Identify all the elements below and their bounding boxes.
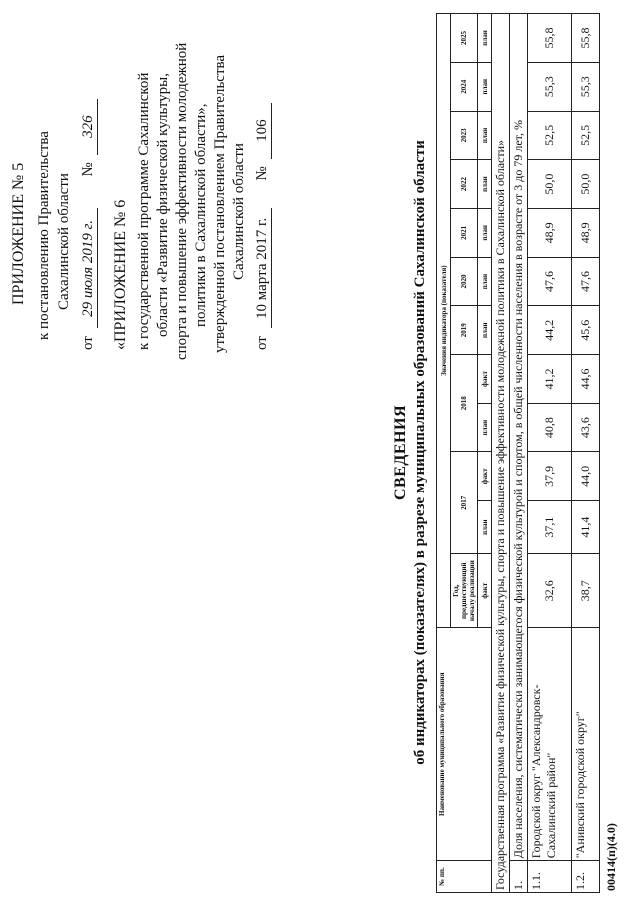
row-value: 55,8 xyxy=(572,14,600,63)
appendix-5-heading: ПРИЛОЖЕНИЕ № 5 xyxy=(10,162,27,305)
head-year-2022: 2022 xyxy=(451,160,478,209)
row-value: 44,6 xyxy=(572,355,600,404)
head-year-2020: 2020 xyxy=(451,257,478,306)
row-value: 50,0 xyxy=(572,160,600,209)
row-value: 47,6 xyxy=(528,257,572,306)
row-value: 45,6 xyxy=(572,306,600,355)
row-value: 52,5 xyxy=(572,111,600,160)
head-year-2024: 2024 xyxy=(451,62,478,111)
head-base-year: Год, предшествующий началу реализации xyxy=(451,554,478,628)
row-value: 55,3 xyxy=(528,62,572,111)
program-line-2: области «Развитие физической культуры, xyxy=(155,72,171,337)
indicator-text: Доля населения, систематически занимающегося физической культурой и спортом, в общей численности населения в возрасте от 3 до 79 лет, % xyxy=(510,14,528,861)
from-label: от xyxy=(80,336,96,350)
row-value: 41,2 xyxy=(528,355,572,404)
head-year-2021: 2021 xyxy=(451,208,478,257)
row-municipality: Городской округ "Александровск-Сахалинский район" xyxy=(528,628,572,861)
row-value: 44,0 xyxy=(572,452,600,501)
resolution-date: 29 июля 2019 г. xyxy=(80,208,98,328)
head-values-group: Значения индикатора (показателя) xyxy=(437,14,451,628)
program-row: Государственная программа «Развитие физической культуры, спорта и повышение эффективности молодежной политики в Сахалинской области» xyxy=(492,14,510,893)
approved-date: 10 марта 2017 г. xyxy=(254,208,272,328)
document-title: СВЕДЕНИЯ xyxy=(392,404,409,501)
number-label: № xyxy=(80,162,96,177)
row-value: 41,4 xyxy=(572,501,600,554)
head-plan: план xyxy=(478,160,492,209)
head-number: № пп. xyxy=(437,861,492,893)
head-plan: план xyxy=(478,62,492,111)
row-value: 47,6 xyxy=(572,257,600,306)
head-plan: план xyxy=(478,14,492,63)
resolution-number: 326 xyxy=(80,99,98,155)
program-line-6: Сахалинской области xyxy=(231,143,247,280)
head-plan: план xyxy=(478,111,492,160)
head-year-2017: 2017 xyxy=(451,452,478,554)
head-fact: факт xyxy=(478,355,492,404)
row-value: 48,9 xyxy=(528,208,572,257)
document-subtitle: об индикаторах (показателях) в разрезе муниципальных образований Сахалинской области xyxy=(412,140,428,765)
head-fact: факт xyxy=(478,452,492,501)
approved-from-label: от xyxy=(254,336,270,350)
program-line-1: к государственной программе Сахалинской xyxy=(136,72,152,350)
row-value: 40,8 xyxy=(528,403,572,452)
row-value: 37,9 xyxy=(528,452,572,501)
row-value: 43,6 xyxy=(572,403,600,452)
resolution-line-2: Сахалинской области xyxy=(56,173,72,310)
program-line-3: спорта и повышение эффективности молодежной xyxy=(174,42,190,360)
row-value: 55,8 xyxy=(528,14,572,63)
row-value: 37,1 xyxy=(528,501,572,554)
row-value: 44,2 xyxy=(528,306,572,355)
approved-date-line xyxy=(254,103,272,350)
row-value: 48,9 xyxy=(572,208,600,257)
footer-code: 00414(п)(4.0) xyxy=(604,823,618,891)
row-number: 1.1. xyxy=(528,861,572,893)
resolution-date-line xyxy=(80,99,98,350)
head-year-2023: 2023 xyxy=(451,111,478,160)
program-line-5: утвержденной постановлением Правительства xyxy=(212,54,228,353)
head-year-2025: 2025 xyxy=(451,14,478,63)
indicators-table xyxy=(436,13,600,893)
row-value: 55,3 xyxy=(572,62,600,111)
row-number: 1.2. xyxy=(572,861,600,893)
appendix-6-heading: «ПРИЛОЖЕНИЕ № 6 xyxy=(112,199,129,350)
head-year-2019: 2019 xyxy=(451,306,478,355)
row-base-value: 32,6 xyxy=(528,554,572,628)
head-fact: факт xyxy=(478,554,492,628)
program-line-4: политики в Сахалинской области», xyxy=(193,103,209,327)
row-value: 50,0 xyxy=(528,160,572,209)
row-base-value: 38,7 xyxy=(572,554,600,628)
resolution-line-1: к постановлению Правительства xyxy=(36,131,52,340)
head-year-2018: 2018 xyxy=(451,355,478,452)
head-municipality: Наименование муниципального образования xyxy=(437,628,492,861)
head-plan: план xyxy=(478,306,492,355)
head-plan: план xyxy=(478,208,492,257)
head-plan: план xyxy=(478,403,492,452)
row-value: 52,5 xyxy=(528,111,572,160)
approved-number: 106 xyxy=(254,103,272,159)
head-plan: план xyxy=(478,257,492,306)
row-municipality: "Анивский городской округ" xyxy=(572,628,600,861)
indicator-number: 1. xyxy=(510,861,528,893)
approved-number-label: № xyxy=(254,166,270,181)
head-plan: план xyxy=(478,501,492,554)
